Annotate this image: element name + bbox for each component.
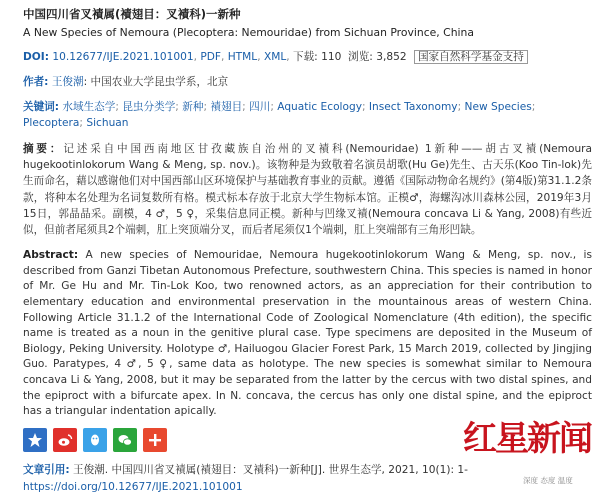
- star-icon: [27, 432, 43, 448]
- keyword-link[interactable]: Insect Taxonomy: [368, 101, 458, 113]
- author-affil: : 中国农业大学昆虫学系，北京: [83, 76, 229, 88]
- abstract-en-text: A new species of Nemouridae, Nemoura hugekootinlokorum Wang & Meng, sp. nov., is described from Ganzi Tibetan Autonomous Prefecture, southwestern China. This species is named in honor of Mr. Ge Hu and Mr. Tin-Lok Koo, two renowned actors, as an appreciation for their contribution to elementary education and environmental preservation in the mountainous areas of western China. Following Article 31.1.2 of the International Code of Zoological Nomenclature (4th edition), the specific name is treated as a noun in the genitive plural case. Type specimens are deposited in the Museum of Biology, Peking University. Holotype ♂, Hailuogou Glacier Forest Park, 15 March 2019, collected by Jingjing Guo. Paratypes, 4 ♂, 5 ♀, same data as holotype. The new species is somewhat similar to Nemoura concava Li & Yang, 2008, but it may be separated from the latter by the cercus with two distal spines, and the epiproct with a bifurcate apex. In N. concava, the cercus has only one distal spine, and the epiproct has a triangular indentation apically.: [23, 249, 592, 418]
- author-link[interactable]: 王俊潮: [51, 76, 84, 88]
- keyword-link[interactable]: 襀翅目: [210, 101, 243, 113]
- keywords-row: 关键词: 水域生态学; 昆虫分类学; 新种; 襀翅目; 四川; Aquatic Ecology; Insect Taxonomy; New Species; Plecoptera; Sichuan: [23, 101, 536, 129]
- keyword-link[interactable]: Sichuan: [86, 117, 129, 129]
- qq-penguin-icon: [87, 432, 103, 448]
- plus-icon: [147, 432, 163, 448]
- keyword-link[interactable]: 水域生态学: [62, 101, 116, 113]
- watermark-slogan: 深度 态度 温度: [523, 476, 573, 485]
- keyword-link[interactable]: 四川: [249, 101, 271, 113]
- abstract-en-label: Abstract:: [23, 249, 79, 262]
- citation-doi-link[interactable]: https://doi.org/10.12677/IJE.2021.101001: [23, 480, 243, 493]
- pdf-link[interactable]: PDF: [200, 51, 221, 63]
- weibo-icon: [57, 432, 73, 448]
- abstract-en: [23, 248, 592, 420]
- keyword-link[interactable]: Aquatic Ecology: [277, 101, 362, 113]
- abstract-cn: [23, 141, 592, 238]
- keyword-link[interactable]: Plecoptera: [23, 117, 80, 129]
- watermark-text: 红星新闻: [463, 419, 591, 459]
- download-count: 下载: 110: [293, 51, 342, 63]
- doi-link[interactable]: 10.12677/IJE.2021.101001: [52, 51, 194, 63]
- keyword-link[interactable]: 昆虫分类学: [122, 101, 176, 113]
- abstract-cn-text: 记述采自中国西南地区甘孜藏族自治州的叉襀科(Nemouridae) 1新种——胡古叉襀(Nemoura hugekootinlokorum Wang & Meng, sp. nov.)。该物种是为致敬着名演员胡歌(Hu Ge)先生、古天乐(Koo Tin-lok)先生而命名，藉以感谢他们对中国西部山区环境保护与基础教育事业的贡献。遵循《国际动物命名规约》(第4版)第31.1.2条款，将种本名处理为名词复数所有格。模式标本存放于北京大学生物标本馆。正模♂，海螺沟冰川森林公园，2019年3月15日，郭晶晶采。副模，4 ♂，5 ♀，采集信息同正模。新种与凹缘叉襀(Nemoura concava Li & Yang, 2008)有些近似，但前者尾须具2个端刺，肛上突顶端分叉，而后者尾须仅1个端刺，肛上突端部有三角形凹缺。: [23, 143, 593, 237]
- share-wechat-button[interactable]: [113, 428, 137, 452]
- fund-badge: 国家自然科学基金支持: [414, 50, 528, 64]
- doi-label: DOI:: [23, 51, 49, 63]
- citation-label: 文章引用:: [23, 463, 70, 476]
- share-more-button[interactable]: [143, 428, 167, 452]
- share-qq-button[interactable]: [83, 428, 107, 452]
- keyword-link[interactable]: 新种: [182, 101, 204, 113]
- wechat-icon: [117, 432, 133, 448]
- keyword-link[interactable]: New Species: [464, 101, 532, 113]
- view-count: 浏览: 3,852: [348, 51, 407, 63]
- abstract-cn-label: 摘要：: [23, 143, 64, 155]
- share-weibo-button[interactable]: [53, 428, 77, 452]
- meta-bar: DOI: 10.12677/IJE.2021.101001, PDF, HTML, XML, 下载: 110 浏览: 3,852 国家自然科学基金支持: [23, 49, 592, 65]
- author-label: 作者:: [23, 76, 49, 88]
- watermark-logo: [463, 411, 598, 493]
- title-en: A New Species of Nemoura (Plecoptera: Nemouridae) from Sichuan Province, China: [23, 26, 475, 39]
- author-row: [23, 74, 592, 90]
- xml-link[interactable]: XML: [263, 51, 287, 63]
- html-link[interactable]: HTML: [227, 51, 258, 63]
- title-cn: 中国四川省叉襀属(襀翅目：叉襀科)一新种: [23, 7, 241, 21]
- citation-text: 王俊潮. 中国四川省叉襀属(襀翅目：叉襀科)一新种[J]. 世界生态学, 2021, 10(1): 1-: [73, 463, 468, 476]
- keywords-label: 关键词:: [23, 101, 60, 113]
- share-qzone-button[interactable]: [23, 428, 47, 452]
